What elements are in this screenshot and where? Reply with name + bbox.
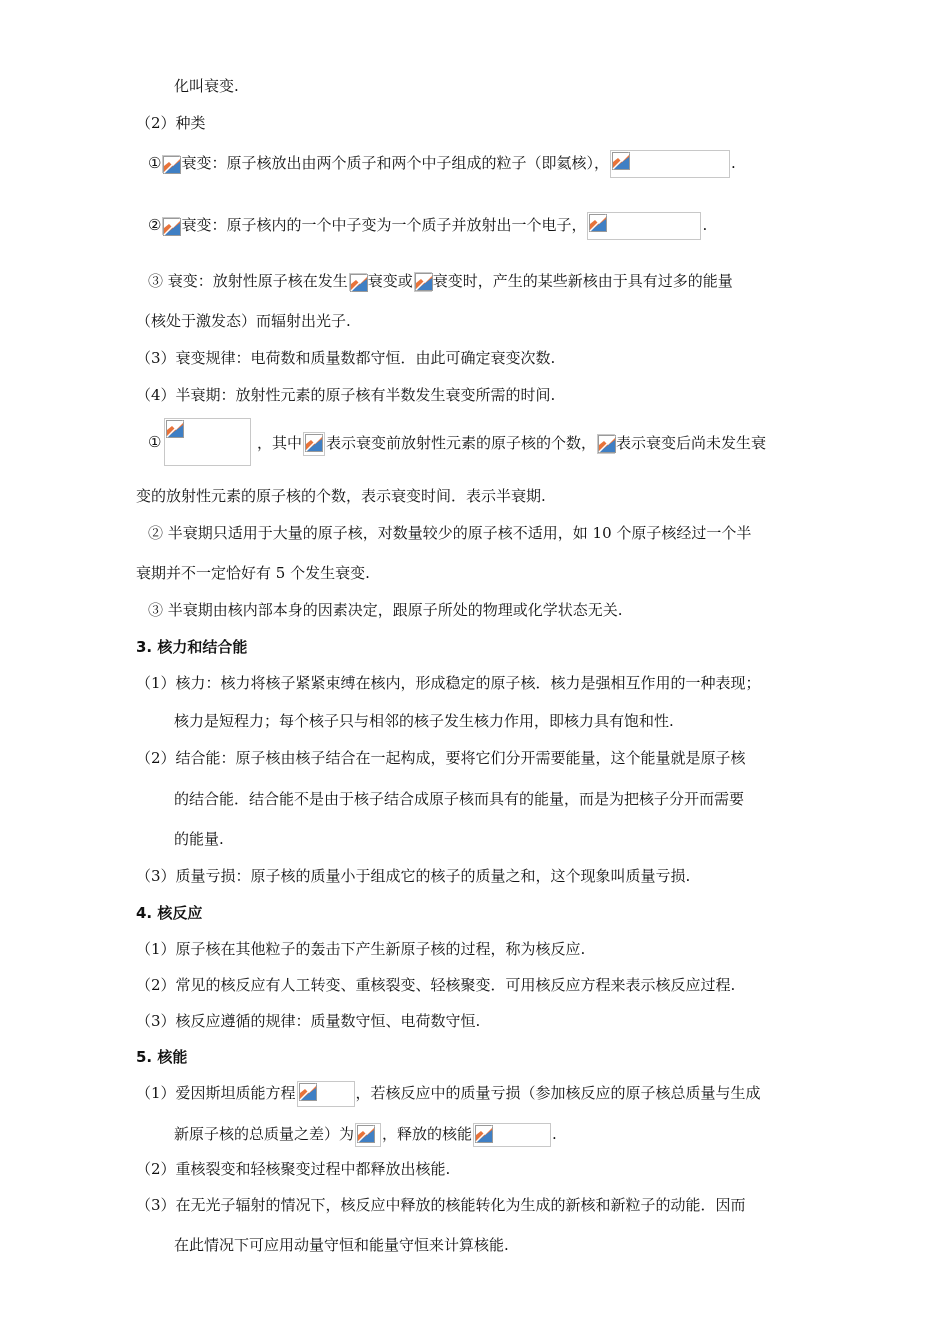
text-a: 新原子核的总质量之差）为	[174, 1125, 355, 1143]
gamma-decay-text-a: ③ 衰变：放射性原子核在发生	[148, 272, 348, 290]
text-line: 在此情况下可应用动量守恒和能量守恒来计算核能.	[174, 1236, 509, 1254]
text-c: 表示衰变后尚未发生衰	[616, 434, 767, 452]
broken-image-icon	[589, 214, 607, 232]
text-line: 衰期并不一定恰好有 5 个发生衰变.	[136, 564, 370, 582]
section-heading-5: 5. 核能	[136, 1048, 188, 1066]
period: .	[730, 154, 736, 172]
broken-image-icon	[299, 1083, 317, 1101]
broken-image-icon	[612, 152, 630, 170]
beta-decay-line	[148, 212, 707, 240]
formula-image	[162, 155, 180, 173]
text-a: ，其中	[257, 434, 303, 452]
alpha-decay-text: 衰变：原子核放出由两个质子和两个中子组成的粒子（即氦核），	[181, 154, 609, 172]
formula-image	[355, 1123, 381, 1147]
formula-image	[610, 150, 730, 178]
text-line: ② 半衰期只适用于大量的原子核，对数量较少的原子核不适用，如 10 个原子核经过一个半	[148, 524, 752, 542]
text-line: （2）常见的核反应有人工转变、重核裂变、轻核聚变．可用核反应方程来表示核反应过程.	[136, 976, 736, 994]
formula-image	[164, 418, 251, 466]
text-line: 的能量.	[174, 830, 224, 848]
formula-image	[473, 1123, 551, 1147]
text-line: 变的放射性元素的原子核的个数，表示衰变时间．表示半衰期.	[136, 487, 546, 505]
text-b: ，释放的核能	[382, 1125, 473, 1143]
broken-image-icon	[163, 156, 181, 174]
circled-number: ①	[148, 433, 162, 451]
text-line: （2）结合能：原子核由核子结合在一起构成，要将它们分开需要能量，这个能量就是原子核	[136, 749, 746, 767]
text-line: （1）原子核在其他粒子的轰击下产生新原子核的过程，称为核反应.	[136, 940, 586, 958]
text-line: （3）质量亏损：原子核的质量小于组成它的核子的质量之和，这个现象叫质量亏损.	[136, 867, 691, 885]
text-a: （1）爱因斯坦质能方程	[136, 1084, 296, 1102]
formula-image	[414, 272, 432, 292]
text-line: 核力是短程力；每个核子只与相邻的核子发生核力作用，即核力具有饱和性.	[174, 712, 674, 730]
beta-decay-text: 衰变：原子核内的一个中子变为一个质子并放射出一个电子，	[181, 216, 587, 234]
broken-image-icon	[350, 274, 368, 292]
broken-image-icon	[598, 435, 616, 453]
text-b: ，若核反应中的质量亏损（参加核反应的原子核总质量与生成	[355, 1084, 761, 1102]
formula-image	[349, 273, 367, 291]
section-kinds-heading: （2）种类	[136, 114, 206, 132]
text-line: （3）在无光子辐射的情况下，核反应中释放的核能转化为生成的新核和新粒子的动能．因而	[136, 1196, 746, 1214]
circled-number: ②	[148, 216, 162, 234]
text-line: （核处于激发态）而辐射出光子.	[136, 312, 351, 330]
formula-image	[597, 434, 615, 454]
text-line: 的结合能．结合能不是由于核子结合成原子核而具有的能量，而是为把核子分开而需要	[174, 790, 745, 808]
broken-image-icon	[166, 420, 184, 438]
text-b: 表示衰变前放射性元素的原子核的个数，	[326, 434, 597, 452]
mass-energy-line	[136, 1081, 761, 1107]
text-line: （3）核反应遵循的规律：质量数守恒、电荷数守恒.	[136, 1012, 481, 1030]
broken-image-icon	[163, 218, 181, 236]
text-line: （2）重核裂变和轻核聚变过程中都释放出核能.	[136, 1160, 451, 1178]
half-life-formula-line	[257, 432, 766, 456]
formula-image	[297, 1081, 355, 1107]
text-line: 化叫衰变.	[174, 77, 239, 95]
broken-image-icon	[357, 1125, 375, 1143]
formula-image	[587, 212, 701, 240]
decay-rule-line: （3）衰变规律：电荷数和质量数都守恒．由此可确定衰变次数.	[136, 349, 556, 367]
alpha-decay-line	[148, 150, 736, 178]
text-line: ③ 半衰期由核内部本身的因素决定，跟原子所处的物理或化学状态无关.	[148, 601, 623, 619]
section-heading-4: 4. 核反应	[136, 904, 203, 922]
broken-image-icon	[415, 273, 433, 291]
mass-defect-line	[174, 1123, 557, 1147]
broken-image-icon	[475, 1125, 493, 1143]
text-line: （1）核力：核力将核子紧紧束缚在核内，形成稳定的原子核．核力是强相互作用的一种表现；	[136, 674, 761, 692]
gamma-decay-text-b: 衰变或	[367, 272, 413, 290]
formula-image	[303, 432, 325, 456]
broken-image-icon	[305, 434, 323, 452]
half-life-line: （4）半衰期：放射性元素的原子核有半数发生衰变所需的时间.	[136, 386, 556, 404]
period: .	[552, 1125, 557, 1143]
gamma-decay-text-c: 衰变时，产生的某些新核由于具有过多的能量	[432, 272, 733, 290]
circled-number: ①	[148, 154, 162, 172]
section-heading-3: 3. 核力和结合能	[136, 638, 248, 656]
period: .	[702, 216, 708, 234]
gamma-decay-line	[148, 271, 733, 292]
formula-image	[162, 217, 180, 235]
